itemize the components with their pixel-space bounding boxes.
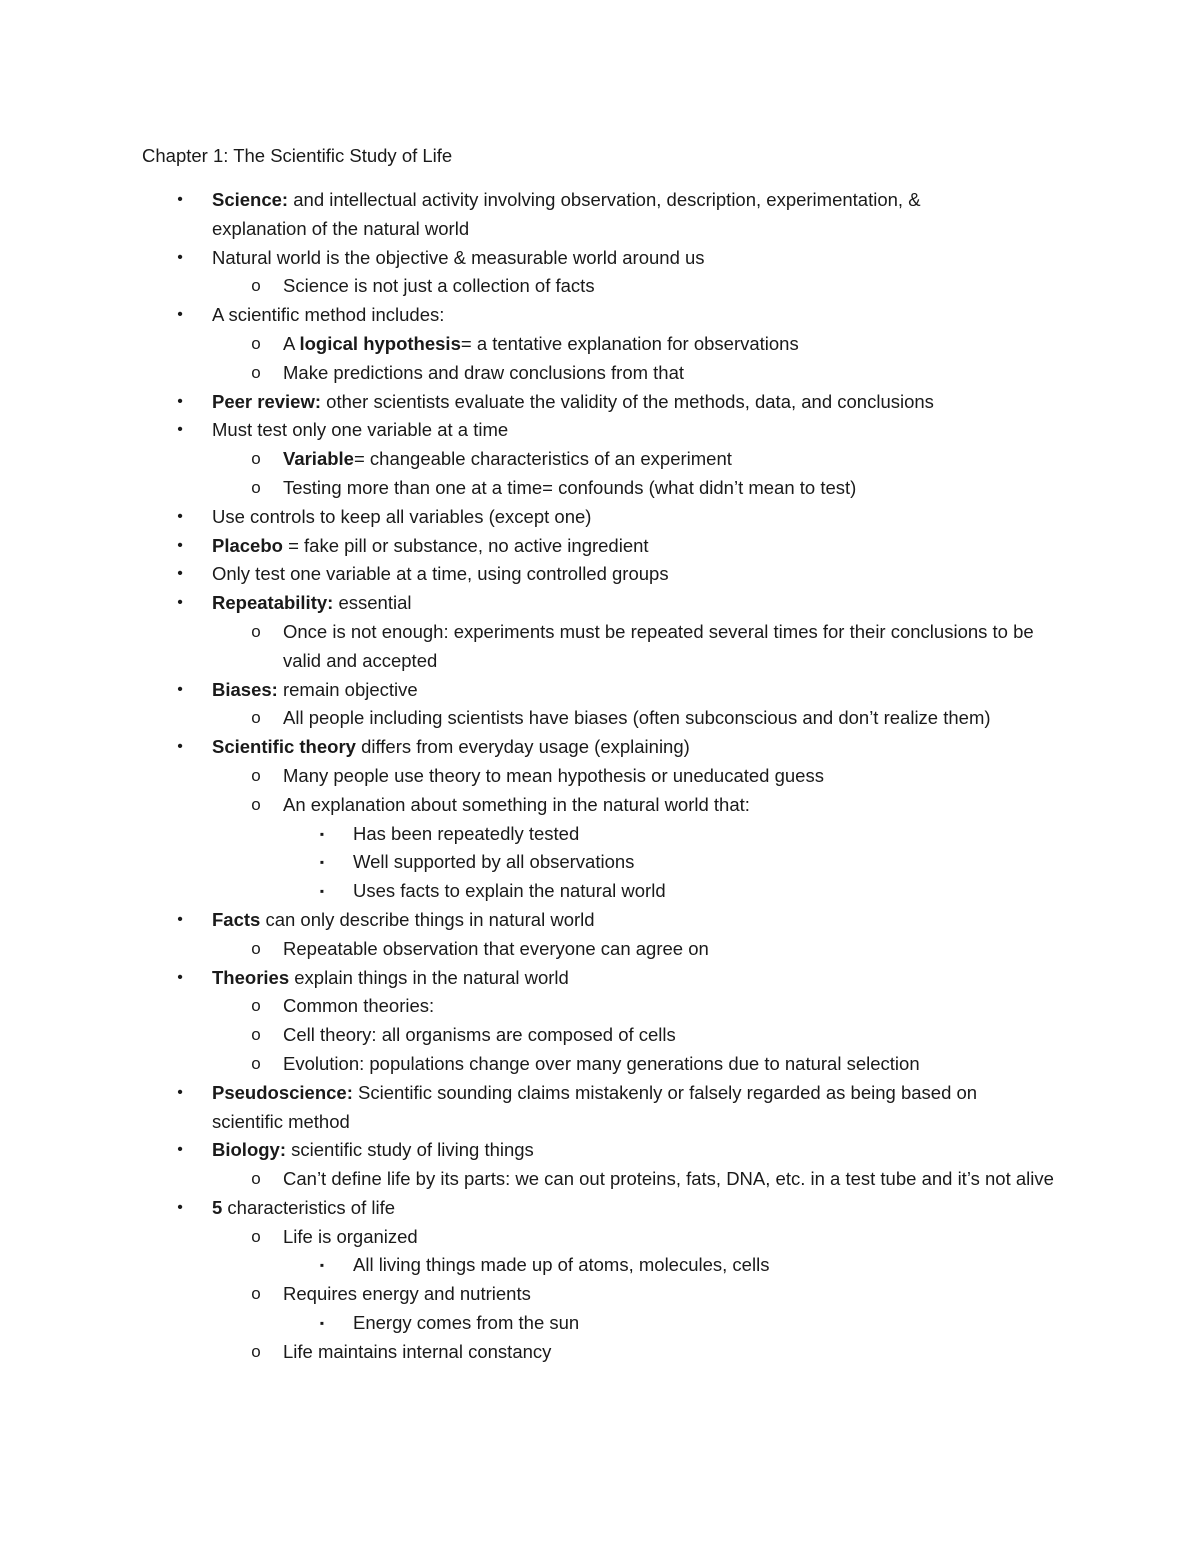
bullet-icon: • [177, 306, 183, 324]
list-item-body: scientific study of living things [286, 1139, 534, 1161]
term-bold: Pseudoscience: [212, 1081, 353, 1103]
list-item-body: essential [333, 592, 412, 614]
list-item-body: can only describe things in natural world [260, 908, 595, 930]
term-bold: 5 [212, 1196, 223, 1218]
bullet-icon: • [177, 421, 183, 439]
list-item-text [0, 474, 1200, 503]
list-item-text [0, 1223, 1200, 1252]
list-item [0, 906, 1200, 935]
list-item-text [0, 848, 1200, 877]
bullet-icon: ▪ [319, 1316, 325, 1331]
list-item-text [0, 820, 1200, 849]
list-item [0, 503, 1200, 532]
bullet-icon: o [251, 1226, 261, 1246]
list-item [0, 1338, 1200, 1367]
bullet-icon: • [177, 191, 183, 208]
list-item-body: Can’t define life by its parts: we can out proteins, fats, DNA, etc. in a test tube and it’s not alive [283, 1168, 1054, 1190]
list-item [0, 272, 1200, 301]
list-item-body: and intellectual activity involving observation, description, experimentation, & explanation of the natural world [212, 189, 921, 239]
list-item-body: Common theories: [283, 995, 435, 1017]
list-item-text [0, 618, 1073, 676]
list-item [0, 330, 1200, 359]
list-item [0, 791, 1200, 820]
term-bold: Repeatability: [212, 592, 334, 614]
list-item-body: Must test only one variable at a time [212, 419, 509, 441]
list-item-body: Uses facts to explain the natural world [353, 880, 666, 902]
term-bold: Peer review: [212, 390, 322, 412]
list-item-text [0, 445, 1200, 474]
list-item-body: Once is not enough: experiments must be repeated several times for their conclusions to be valid and accepted [283, 620, 1034, 671]
list-item-text [0, 1309, 1200, 1338]
list-item-text [0, 992, 1200, 1021]
bullet-icon: ▪ [319, 855, 325, 870]
list-item [0, 359, 1200, 388]
bullet-icon: o [251, 1169, 261, 1189]
list-item [0, 935, 1200, 964]
list-item [0, 964, 1200, 993]
list-item [0, 445, 1200, 474]
list-item [0, 1309, 1200, 1338]
term-bold: logical hypothesis [299, 332, 461, 354]
list-item-body: Has been repeatedly tested [353, 822, 580, 844]
list-item [0, 820, 1200, 849]
list-item-body: Science is not just a collection of facts [283, 275, 595, 297]
list-item [0, 474, 1200, 503]
bullet-icon: • [177, 594, 183, 612]
list-item [0, 1280, 1200, 1309]
bullet-icon: • [177, 565, 183, 583]
bullet-icon: o [251, 1025, 261, 1045]
list-item [0, 733, 1200, 762]
bullet-icon: ▪ [319, 1258, 325, 1273]
term-bold: Biases: [212, 678, 278, 700]
bullet-icon: o [251, 333, 261, 353]
bullet-icon: ▪ [319, 826, 325, 841]
list-item-text [0, 1165, 1073, 1194]
list-item [0, 992, 1200, 1021]
bullet-icon: o [251, 1284, 261, 1304]
list-item-body: All people including scientists have biases (often subconscious and don’t realize them) [283, 707, 991, 729]
list-item-text [0, 186, 1002, 244]
term-bold: Scientific theory [212, 736, 356, 758]
list-item-body: Well supported by all observations [353, 851, 635, 873]
list-item [0, 301, 1200, 330]
list-item-body: differs from everyday usage (explaining) [355, 736, 690, 758]
list-item-body: = a tentative explanation for observations [460, 332, 799, 354]
list-item [0, 618, 1200, 676]
list-item-body: All living things made up of atoms, molecules, cells [353, 1254, 770, 1276]
list-item-body: = fake pill or substance, no active ingredient [282, 534, 649, 556]
bullet-icon: • [177, 968, 183, 986]
list-item [0, 1251, 1200, 1280]
list-item-prefix: A [283, 332, 300, 354]
list-item-body: Scientific sounding claims mistakenly or falsely regarded as being based on scientific method [212, 1081, 978, 1132]
term-bold: Placebo [212, 534, 283, 556]
bullet-icon: • [177, 680, 183, 698]
list-item-text [0, 704, 1200, 733]
list-item [0, 560, 1200, 589]
bullet-icon: ▪ [319, 884, 325, 899]
list-item-body: Many people use theory to mean hypothesis or uneducated guess [283, 764, 824, 786]
bullet-icon: o [251, 765, 261, 785]
list-item-text [0, 1280, 1200, 1309]
list-item-text [0, 1021, 1200, 1050]
list-item-text [0, 1251, 1200, 1280]
list-item [0, 244, 1200, 273]
list-item-body: Requires energy and nutrients [283, 1283, 531, 1305]
list-item-body: = changeable characteristics of an experiment [353, 448, 732, 470]
bullet-icon: • [177, 392, 183, 410]
bullet-icon: • [177, 536, 183, 554]
page-title: Chapter 1: The Scientific Study of Life [142, 145, 453, 166]
bullet-icon: o [251, 708, 261, 728]
bullet-icon: • [177, 248, 183, 266]
list-item [0, 676, 1200, 705]
list-item-body: Evolution: populations change over many generations due to natural selection [283, 1052, 920, 1074]
term-bold: Variable [283, 448, 354, 470]
list-item-text [0, 1079, 1002, 1137]
list-item [0, 186, 1200, 244]
term-bold: Facts [212, 908, 261, 930]
list-item-text [0, 1050, 1200, 1079]
list-item [0, 1223, 1200, 1252]
list-item-body: Repeatable observation that everyone can agree on [283, 937, 709, 959]
list-item-text [0, 762, 1200, 791]
list-item [0, 388, 1200, 417]
list-item-body: other scientists evaluate the validity of the methods, data, and conclusions [321, 390, 934, 412]
list-item-text [0, 935, 1200, 964]
list-item [0, 1021, 1200, 1050]
list-item [0, 532, 1200, 561]
list-item-body: remain objective [277, 678, 418, 700]
bullet-icon: o [251, 621, 261, 641]
list-item-body: Energy comes from the sun [353, 1312, 580, 1334]
list-item-text [0, 359, 1200, 388]
list-item-text [0, 330, 1200, 359]
notes-list [0, 186, 1200, 1367]
list-item-body: A scientific method includes: [212, 304, 445, 326]
bullet-icon: • [177, 1141, 183, 1159]
bullet-icon: o [251, 794, 261, 814]
bullet-icon: o [251, 1053, 261, 1073]
list-item [0, 416, 1200, 445]
bullet-icon: o [251, 1341, 261, 1361]
bullet-icon: • [177, 1083, 183, 1101]
list-item-text [0, 272, 1200, 301]
list-item-text [0, 791, 1200, 820]
list-item [0, 848, 1200, 877]
bullet-icon: o [251, 938, 261, 958]
list-item [0, 762, 1200, 791]
bullet-icon: o [251, 996, 261, 1016]
list-item [0, 877, 1200, 906]
list-item [0, 1050, 1200, 1079]
term-bold: Science: [212, 189, 289, 210]
list-item-body: characteristics of life [222, 1196, 396, 1218]
bullet-icon: o [251, 362, 261, 382]
list-item-text [0, 877, 1200, 906]
list-item [0, 1136, 1200, 1165]
list-item-text [0, 1338, 1200, 1367]
bullet-icon: o [251, 276, 261, 296]
list-item-body: explain things in the natural world [289, 966, 569, 988]
list-item-body: Life maintains internal constancy [283, 1340, 552, 1362]
list-item-body: Natural world is the objective & measurable world around us [212, 246, 705, 268]
list-item [0, 1165, 1200, 1194]
term-bold: Biology: [212, 1139, 286, 1161]
bullet-icon: • [177, 910, 183, 928]
list-item-body: Cell theory: all organisms are composed of cells [283, 1024, 676, 1046]
list-item-body: Only test one variable at a time, using controlled groups [212, 563, 669, 585]
list-item [0, 1194, 1200, 1223]
bullet-icon: o [251, 477, 261, 497]
bullet-icon: • [177, 1198, 183, 1216]
term-bold: Theories [212, 966, 290, 988]
list-item-body: An explanation about something in the natural world that: [283, 793, 750, 815]
list-item-body: Testing more than one at a time= confounds (what didn’t mean to test) [283, 476, 857, 498]
bullet-icon: • [177, 507, 183, 525]
list-item [0, 704, 1200, 733]
list-item [0, 589, 1200, 618]
list-item-body: Use controls to keep all variables (except one) [212, 505, 592, 527]
bullet-icon: o [251, 449, 261, 469]
list-item-body: Make predictions and draw conclusions from that [283, 361, 685, 383]
list-item-body: Life is organized [283, 1225, 418, 1247]
bullet-icon: • [177, 738, 183, 756]
list-item [0, 1079, 1200, 1137]
